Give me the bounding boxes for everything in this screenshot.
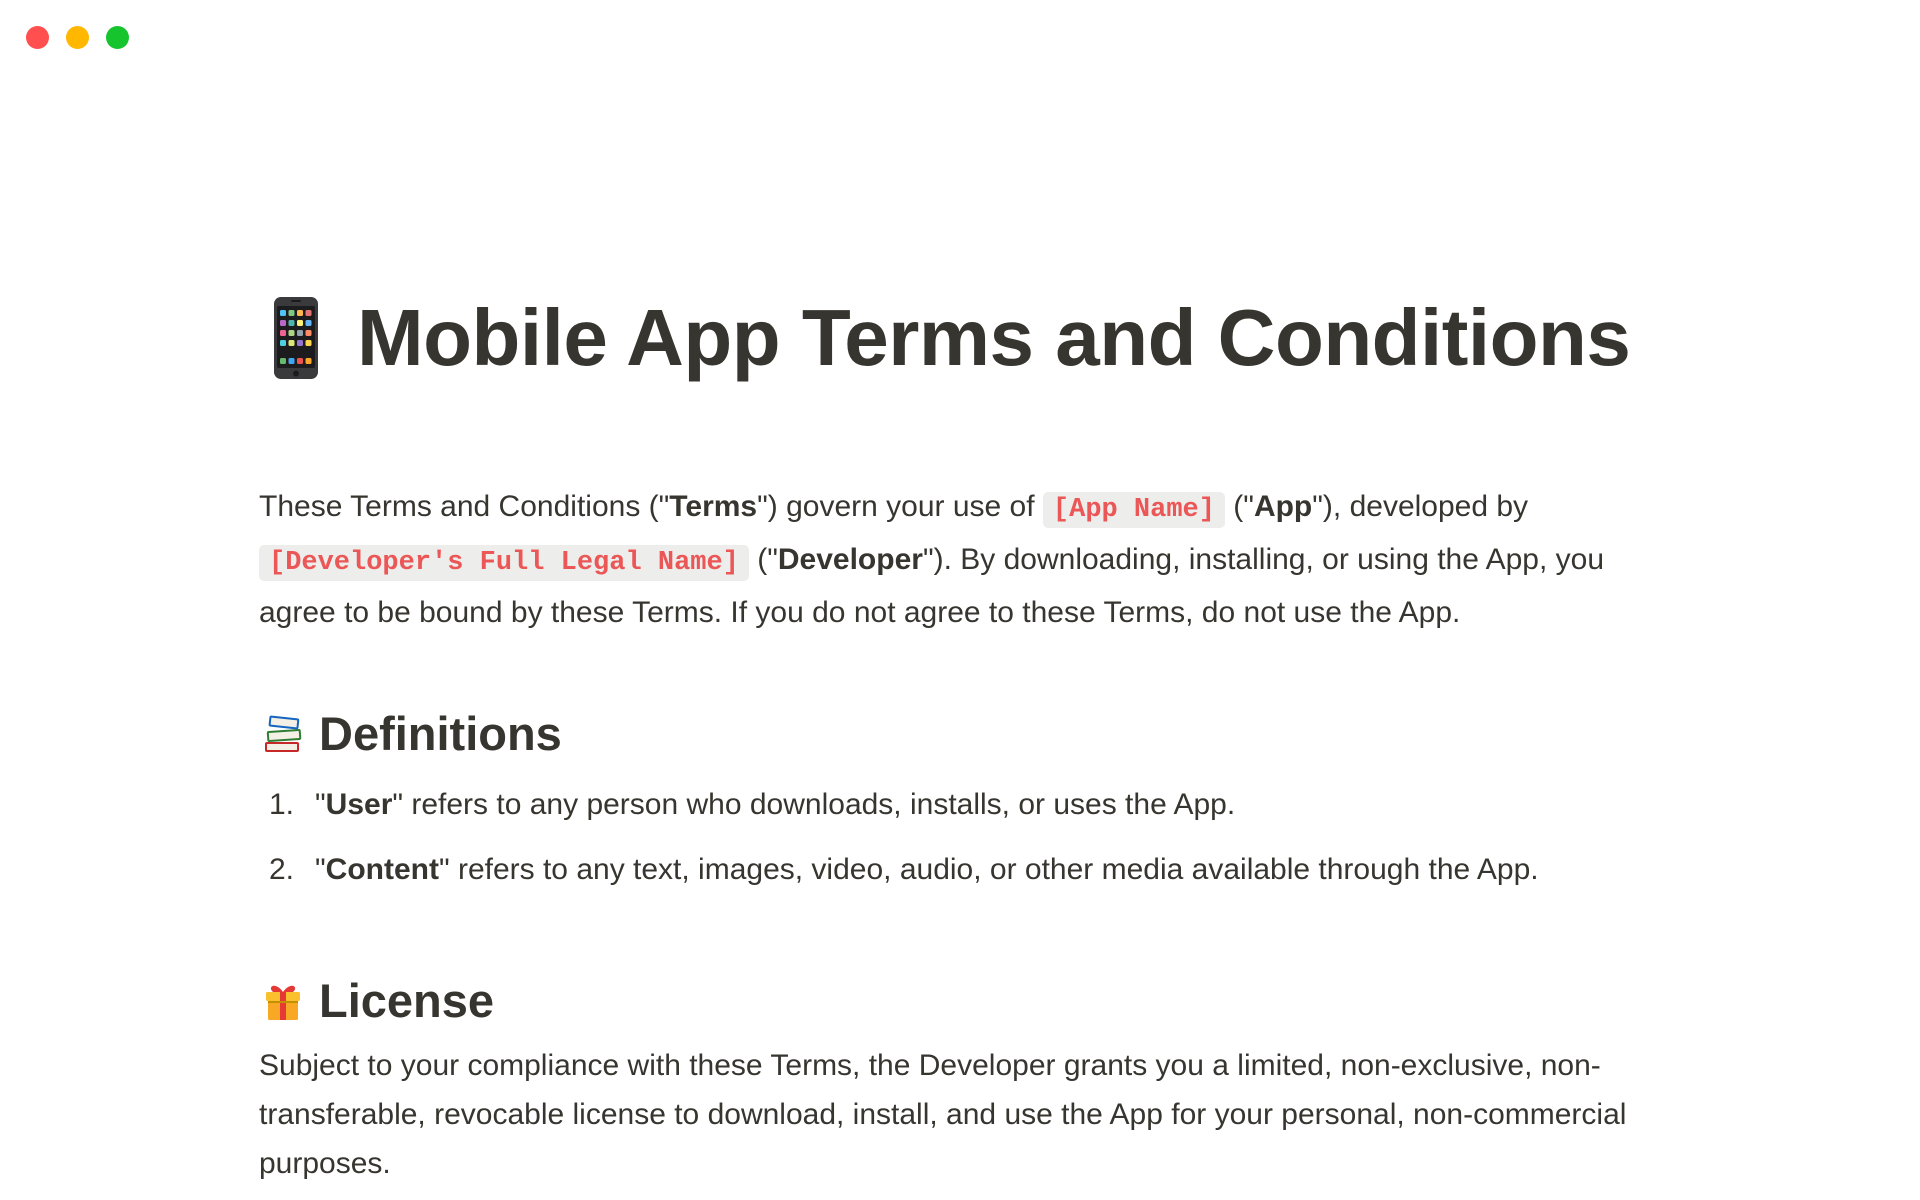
mobile-phone-icon[interactable]: [259, 290, 333, 386]
maximize-window-button[interactable]: [106, 26, 129, 49]
intro-text: These Terms and Conditions (": [259, 490, 670, 523]
definitions-heading: [259, 703, 1679, 764]
window-controls: [26, 26, 129, 49]
definition-text: " refers to any person who downloads, installs, or uses the App.: [392, 788, 1236, 822]
list-item: [259, 845, 1679, 894]
intro-text: (": [1224, 490, 1254, 523]
intro-paragraph: [259, 482, 1679, 637]
license-heading-text: License: [319, 974, 495, 1028]
license-paragraph: Subject to your compliance with these Terms, the Developer grants you a limited, non-exclusive, non-transferable, revocable license to download, install, and use the App for your personal, non-commercial purposes.: [259, 1049, 1627, 1181]
gift-icon: [259, 977, 307, 1025]
page-title: [259, 290, 1679, 386]
books-icon: [259, 710, 307, 758]
list-number: 1.: [269, 788, 295, 822]
page-title-text: Mobile App Terms and Conditions: [357, 293, 1631, 382]
document-page: [259, 290, 1679, 1188]
definition-text: " refers to any text, images, video, audio, or other media available through the App.: [438, 853, 1539, 887]
term-app: App: [1253, 490, 1313, 523]
list-item-text: [315, 845, 1539, 894]
term-user: User: [325, 788, 393, 822]
definitions-list: [259, 780, 1679, 894]
quote-mark: ": [315, 853, 326, 887]
intro-text: (": [748, 543, 778, 576]
term-developer: Developer: [777, 543, 923, 576]
list-item-text: [315, 780, 1235, 829]
intro-text: "). By downloading, installing, or using the App, you agree to be bound by these Terms. If you do not agree to these Terms, do not use the App.: [259, 543, 1605, 629]
intro-text: "), developed by: [1312, 490, 1529, 523]
definitions-heading-text: Definitions: [319, 707, 562, 760]
term-content: Content: [325, 853, 439, 887]
quote-mark: ": [315, 788, 326, 822]
close-window-button[interactable]: [26, 26, 49, 49]
list-item: [259, 780, 1679, 829]
app-name-placeholder: [App Name]: [1043, 492, 1225, 528]
list-number: 2.: [269, 853, 295, 887]
minimize-window-button[interactable]: [66, 26, 89, 49]
intro-text: ") govern your use of: [757, 490, 1043, 523]
developer-name-placeholder: [Developer's Full Legal Name]: [259, 545, 749, 581]
term-terms: Terms: [669, 490, 758, 523]
license-heading: [259, 970, 1679, 1031]
